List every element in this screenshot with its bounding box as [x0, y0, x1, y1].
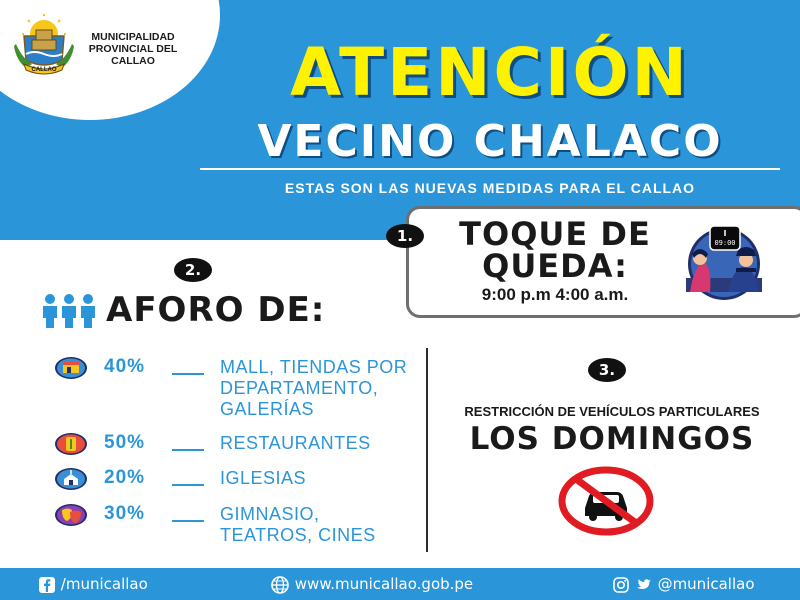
capacity-place: [220, 433, 420, 454]
header-banner: [0, 0, 800, 240]
website-url: www.municallao.gob.pe: [294, 575, 474, 593]
footer-social[interactable]: [612, 573, 755, 595]
organization-name: MUNICIPALIDAD PROVINCIAL DEL CALLAO: [88, 31, 178, 67]
capacity-number-badge: 2.: [174, 258, 212, 282]
capacity-title: AFORO DE:: [106, 290, 326, 330]
twitter-icon: [635, 576, 653, 594]
dash-separator: [172, 449, 204, 451]
subtitle: ESTAS SON LAS NUEVAS MEDIDAS PARA EL CALLAO: [284, 180, 696, 196]
no-cars-icon: [557, 466, 655, 536]
capacity-percent: 50%: [104, 432, 146, 453]
subtitle-rule: [200, 168, 780, 170]
place-line: GALERÍAS: [220, 399, 315, 419]
svg-text:CALLAO: CALLAO: [31, 67, 57, 73]
instagram-icon: [612, 576, 630, 594]
section-divider: [426, 348, 428, 552]
place-line: DEPARTAMENTO,: [220, 378, 379, 398]
svg-text:09:00: 09:00: [714, 239, 736, 247]
capacity-place: [220, 504, 420, 546]
capacity-place: [220, 357, 420, 420]
curfew-title: [440, 215, 670, 285]
facebook-handle: /municallao: [60, 575, 148, 593]
curfew-time: 9:00 p.m 4:00 a.m.: [481, 285, 629, 304]
capacity-percent: 30%: [104, 503, 146, 524]
social-handle: @municallao: [657, 575, 755, 593]
people-group-icon: [40, 292, 98, 328]
place-line: IGLESIAS: [220, 468, 307, 488]
curfew-title-line1: TOQUE DE: [459, 215, 651, 253]
store-icon: [54, 356, 88, 380]
facebook-icon: [38, 576, 56, 594]
headline-attention: ATENCIÓN: [290, 34, 690, 111]
municipal-crest-logo: [12, 14, 76, 76]
theater-masks-icon: [54, 503, 88, 527]
footer-website[interactable]: [270, 573, 473, 595]
restriction-number-badge: 3.: [588, 358, 626, 382]
curfew-title-line2: QUEDA:: [482, 247, 628, 285]
curfew-number-badge: 1.: [386, 224, 424, 248]
place-line: GIMNASIO,: [220, 504, 320, 524]
capacity-place: [220, 468, 420, 489]
dash-separator: [172, 484, 204, 486]
curfew-police-illustration: [672, 222, 776, 302]
globe-icon: [270, 575, 290, 595]
place-line: MALL, TIENDAS POR: [220, 357, 408, 377]
capacity-percent: 40%: [104, 356, 146, 377]
place-line: RESTAURANTES: [220, 433, 371, 453]
restaurant-icon: [54, 432, 88, 456]
capacity-percent: 20%: [104, 467, 146, 488]
footer-facebook[interactable]: [38, 573, 148, 595]
headline-neighbor: VECINO CHALACO: [257, 116, 723, 167]
dash-separator: [172, 520, 204, 522]
restriction-day: LOS DOMINGOS: [469, 421, 755, 457]
church-icon: [54, 467, 88, 491]
dash-separator: [172, 373, 204, 375]
restriction-label: RESTRICCIÓN DE VEHÍCULOS PARTICULARES: [464, 404, 760, 419]
place-line: TEATROS, CINES: [220, 525, 376, 545]
